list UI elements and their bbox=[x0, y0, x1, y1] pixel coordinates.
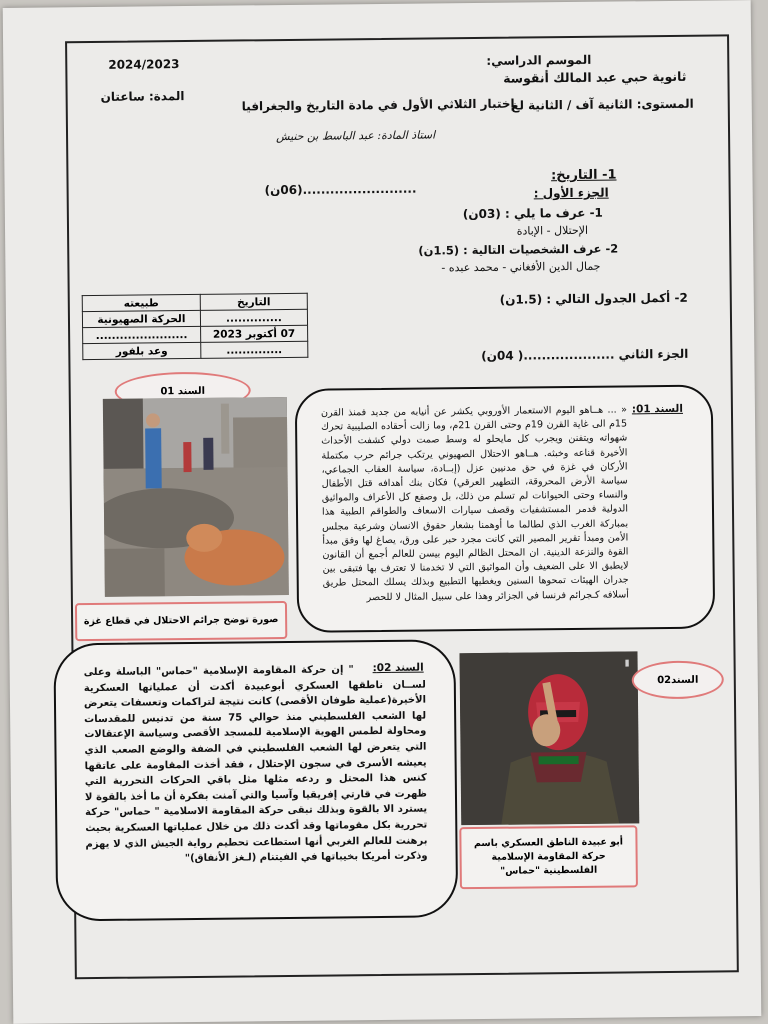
doc1-title: السند 01: bbox=[631, 402, 683, 416]
doc2-oval-label: السند02 bbox=[632, 660, 724, 699]
doc1-photo bbox=[103, 397, 289, 597]
question-1: 1- عرف ما يلي : (03ن) bbox=[462, 205, 603, 222]
part-two-title: الجزء الثاني ....................( 04ن) bbox=[481, 346, 689, 363]
school-name: ثانوية حبي عبد المالك أنقوسة bbox=[503, 68, 687, 86]
exam-title: إختبار الثلاثي الأول في مادة التاريخ والجغرافيا bbox=[241, 96, 515, 114]
doc2-text: " إن حركة المقاومة الإسلامية "حماس" الباسلة وعلى لســان ناطقها العسكري أبوعبيدة أكدت أن عملياتها العسكرية الأخيرة(عملية طوفان الأقصى) كانت نتيجة لتراكمات وتعسفات يتعرض لها الشعب الفلسطيني منذ حوالي 75 سنة من تدنيس للمقدسات ومحاولة لطمس الهوية الإسلامية للمسجد الأقصى وسياسة الإعتقالات التي يتعرض لها الشعب الفلسطيني في الضفة والوضع الصعب الذي يعيشه الأسرى في سجون الإحتلال ، فقد أخذت المقاومة على عاتقها كنس هذا المحتل و ردعه مثلها مثل باقي الحركات التحررية التي ظهرت في قارتي إفريقيا وآسيا والتي آمنت بفكرة أن ما أخذ بالقوة لا يسترد الا بالقوة وبذلك تبقى حركة المقاومة الاسلامية " حماس" حركة تحررية بكل مقوماتها وقد أكدت ذلك من خلال عملياتها العسكرية بحيث برهنت للعالم الغربي أنها استطاعت تحطيم رواية الجيش الذي لا يهزم وذكرت أمريكا بخيباتها في الفيتنام (لـغز الأنفاق)" bbox=[83, 664, 428, 865]
doc2-title: السند 02: bbox=[372, 661, 424, 675]
doc1-caption: صورة توضح جرائم الاحتلال في قطاع غزة bbox=[75, 601, 287, 641]
svg-text:▮: ▮ bbox=[624, 658, 630, 669]
doc1-text: « ... هــاهو اليوم الاستعمار الأوروبي يكشر عن أنيابه من جديد فمنذ القرن 15م الى غاية القرن 19م وحتى القرن 21م، وما زالت أحقاده الصليبية تحرك شهواته ويتفنن ويجرب كل مايحلو له وسط صمت دولي كشفت الأحداث الأخيرة قناعه وخبثه. هــاهو الاحتلال الصهيوني يرتكب جرائم حرب مكتملة الأركان في غزة في حق مدنيين عزل (إبــادة، سياسة العقاب الجماعي، سياسة الأرض المحروقة، التطهير العرقي) فكان بنك أهدافه قتل الأطفال والنساء وحتى الحيوانات لم تسلم من ذلك، بل وصفع كل الأعراف والمواثيق الدولية فدمر المستشفيات وقصف سيارات الاسعاف والطواقم الطبية هذا بمباركة الغرب الذي لطالما ما أوهمنا بشعار حقوق الانسان وشرعية مجلس الأمن ومبدأ تقرير المصير التي كانت مجرد حبر على ورق، يصاغ لها وفق مبدأ القوة والنزعة الدينية. ان المحتل الظالم اليوم بيسن للعالم أجمع أن القانون لايطبق الا على الضعيف وأن المواثيق التي لا تخدمنا لا تعترف بها فتبقى بين جدران الهيئات تمحوها السنين ويغطيها التطبيع وبذلك يسلك المحتل طريق أسلافه كـجرائم فرنسا في الجزائر وهذا على سبيل المثال لا للحصر bbox=[320, 404, 629, 603]
history-table bbox=[82, 293, 309, 360]
duration: المدة: ساعتان bbox=[100, 89, 185, 104]
level: المستوى: الثانية آف / الثانية لغ bbox=[511, 96, 694, 113]
question-3: 2- أكمل الجدول التالي : (1.5ن) bbox=[499, 290, 688, 307]
question-1-terms: الإحتلال - الإبادة bbox=[516, 223, 589, 238]
table-cell: ....................... bbox=[83, 326, 201, 343]
table-cell: وعد بلفور bbox=[83, 342, 201, 359]
question-2: 2- عرف الشخصيات التالية : (1.5ن) bbox=[418, 241, 619, 258]
teacher-signature: استاذ المادة: عبد الباسط بن حنيش bbox=[275, 128, 436, 144]
exam-paper bbox=[3, 0, 762, 1024]
doc2-box bbox=[53, 639, 458, 921]
doc1-oval-label: السند 01 bbox=[115, 371, 251, 410]
doc2-caption: أبو عبيدة الناطق العسكري باسم حركة المقاومة الإسلامية الفلسطينية "حماس" bbox=[459, 825, 638, 889]
table-row bbox=[83, 341, 308, 359]
table-header-nature: طبيعته bbox=[82, 294, 200, 311]
section-title-history: 1- التاريخ: bbox=[550, 167, 617, 184]
doc2-photo bbox=[459, 651, 639, 825]
season-value: 2024/2023 bbox=[108, 57, 180, 72]
doc1-box bbox=[295, 385, 716, 633]
question-2-people: جمال الدين الأفغاني - محمد عبده - bbox=[441, 259, 601, 275]
spokesman-image bbox=[459, 651, 639, 825]
part-one-title: الجزء الأول : bbox=[533, 185, 609, 201]
season-label: الموسم الدراسي: bbox=[486, 52, 592, 68]
part-one-points: .........................(06ن) bbox=[264, 181, 417, 198]
gaza-destruction-image bbox=[103, 397, 289, 597]
table-cell: 07 أكتوبر 2023 bbox=[200, 325, 307, 342]
table-cell: .............. bbox=[201, 341, 308, 358]
table-header-date: التاريخ bbox=[200, 293, 307, 310]
table-cell: الحركة الصهيونية bbox=[82, 310, 200, 327]
table-cell: .............. bbox=[200, 309, 307, 326]
